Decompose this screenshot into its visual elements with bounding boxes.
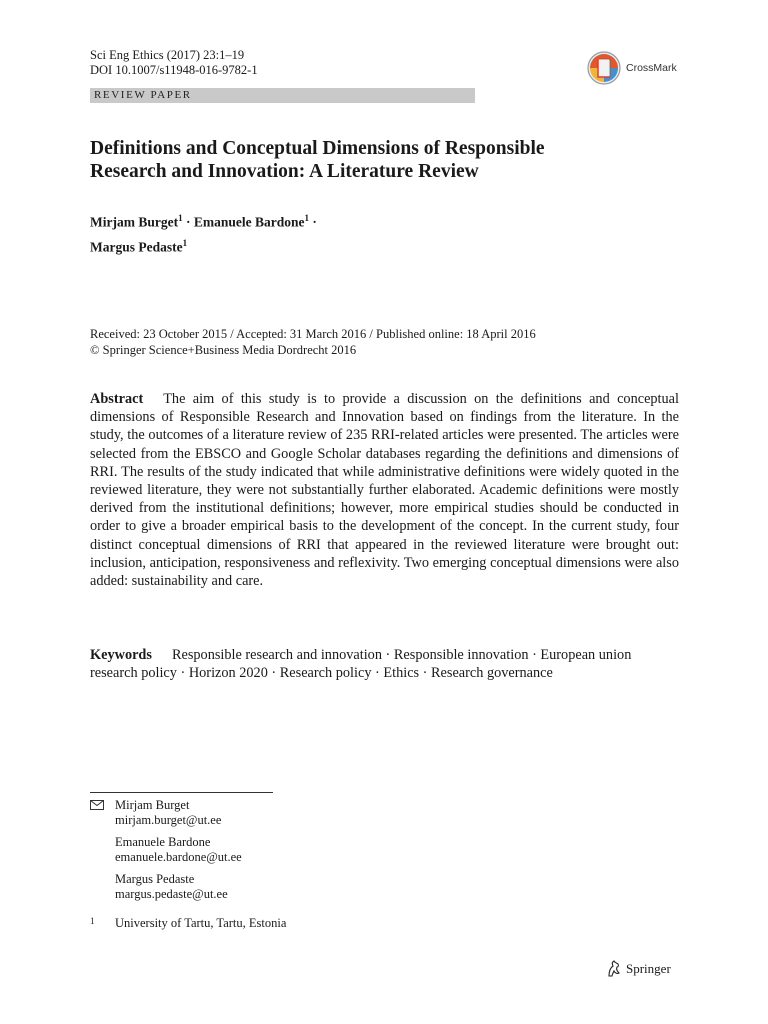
springer-horse-icon [606, 960, 622, 978]
affiliation-text: University of Tartu, Tartu, Estonia [115, 916, 287, 930]
contact-entry [90, 798, 242, 828]
keywords-label: Keywords [90, 647, 152, 663]
author-affil-sup: 1 [178, 213, 183, 223]
keywords [90, 646, 679, 682]
citation: Sci Eng Ethics (2017) 23:1–19 [90, 48, 245, 62]
article-type: REVIEW PAPER [94, 89, 192, 101]
publication-dates [90, 326, 536, 358]
author-name: Emanuele Bardone [193, 214, 305, 230]
author-name: Mirjam Burget [90, 214, 179, 230]
abstract [90, 390, 679, 590]
envelope-icon [90, 800, 104, 810]
title-line-2: Research and Innovation: A Literature Review [90, 161, 479, 182]
author-affil-sup: 1 [304, 213, 309, 223]
journal-meta [90, 48, 258, 78]
publisher-logo [606, 960, 671, 978]
author-separator: · [182, 214, 194, 230]
article-title [90, 137, 690, 183]
author-affil-sup: 1 [182, 237, 188, 248]
abstract-text: The aim of this study is to provide a discussion on the definitions and conceptual dimensions of Responsible Research and Innovation based on findings from the literature. In the study, the outcomes of a literature review of 235 RRI-related articles were presented. The articles were selected from the EBSCO and Google Scholar databases regarding the definitions and dimensions of RRI. The results of the study indicated that while administrative definitions were widely quoted in the reviewed literature, they were not substantially further elaborated. Academic definitions were mostly derived from the institutional definitions; however, more empirical studies should be conducted in order to give a broader empirical basis to the development of the concept. In the current study, four distinct conceptual dimensions of RRI that appeared in the reviewed literature were brought out: inclusion, anticipation, responsiveness and reflexivity. Two emerging conceptual dimensions were also added: sustainability and care. [90, 391, 679, 590]
crossmark-label: CrossMark [626, 62, 677, 74]
footnote-divider [90, 792, 273, 793]
abstract-label: Abstract [90, 391, 144, 407]
contact-email[interactable]: emanuele.bardone@ut.ee [115, 850, 242, 864]
contact-name: Margus Pedaste [115, 872, 195, 886]
author-list [90, 208, 650, 257]
author-contacts [90, 798, 242, 909]
contact-name: Emanuele Bardone [115, 835, 211, 849]
contact-email[interactable]: mirjam.burget@ut.ee [115, 813, 222, 827]
contact-entry [90, 872, 242, 902]
history-dates: Received: 23 October 2015 / Accepted: 31 March 2016 / Published online: 18 April 2016 [90, 327, 536, 341]
title-line-1: Definitions and Conceptual Dimensions of Responsible [90, 138, 545, 159]
crossmark-badge[interactable] [585, 51, 677, 85]
doi: DOI 10.1007/s11948-016-9782-1 [90, 63, 258, 77]
article-type-bar [90, 88, 475, 103]
author-name: Margus Pedaste [90, 239, 183, 254]
contact-email[interactable]: margus.pedaste@ut.ee [115, 887, 228, 901]
affiliation [90, 916, 286, 931]
publisher-name: Springer [626, 961, 671, 976]
author-separator: · [309, 214, 317, 230]
crossmark-icon [585, 51, 623, 85]
contact-entry [90, 835, 242, 865]
copyright: © Springer Science+Business Media Dordrecht 2016 [90, 343, 357, 357]
affiliation-sup: 1 [90, 916, 95, 926]
contact-name: Mirjam Burget [115, 798, 190, 812]
keywords-text: Responsible research and innovation · Responsible innovation · European union research policy · Horizon 2020 · Research policy · Ethics · Research governance [90, 647, 632, 682]
